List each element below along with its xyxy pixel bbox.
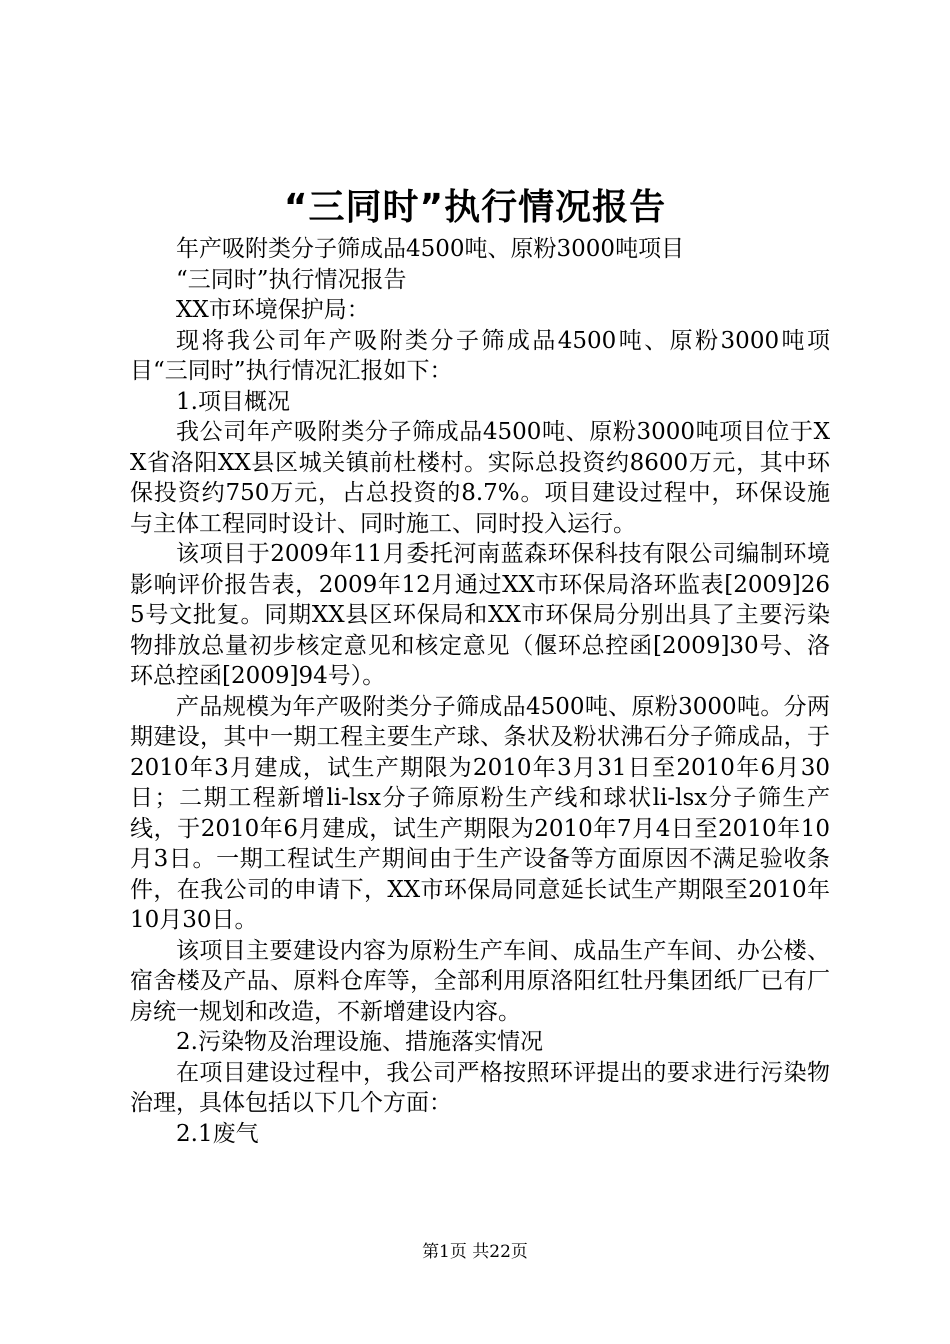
paragraph-content: 该项目主要建设内容为原粉生产车间、成品生产车间、办公楼、宿舍楼及产品、原料仓库等，全部利用原洛阳红牡丹集团纸厂已有厂房统一规划和改造，不新增建设内容。 [130,937,830,1025]
paragraph-pollution: 在项目建设过程中，我公司严格按照环评提出的要求进行污染物治理，具体包括以下几个方面： [130,1059,830,1116]
document-body [130,234,830,1149]
report-name-line: “三同时”执行情况报告 [176,266,407,293]
paragraph-eia: 该项目于2009年11月委托河南蓝森环保科技有限公司编制环境影响评价报告表，2009年12月通过XX市环保局洛环监表[2009]265号文批复。同期XX县区环保局和XX市环保局分别出具了主要污染物排放总量初步核定意见和核定意见（偃环总控函[2009]30号、洛环总控函[2009]94号）。 [130,541,830,689]
document-title: “三同时”执行情况报告 [283,187,667,228]
paragraph-scale: 产品规模为年产吸附类分子筛成品4500吨、原粉3000吨。分两期建设，其中一期工程主要生产球、条状及粉状沸石分子筛成品，于2010年3月建成，试生产期限为2010年3月31日至2010年6月30日；二期工程新增li-lsx分子筛原粉生产线和球状li-lsx分子筛生产线，于2010年6月建成，试生产期限为2010年7月4日至2010年10月3日。一期工程试生产期间由于生产设备等方面原因不满足验收条件，在我公司的申请下，XX市环保局同意延长试生产期限至2010年10月30日。 [130,693,830,933]
paragraph-overview: 我公司年产吸附类分子筛成品4500吨、原粉3000吨项目位于XX省洛阳XX县区城关镇前杜楼村。实际总投资约8600万元，其中环保投资约750万元，占总投资的8.7%。项目建设过程中，环保设施与主体工程同时设计、同时施工、同时投入运行。 [130,419,830,537]
page-footer: 第1页 共22页 [422,1242,528,1262]
section-heading-2: 2.污染物及治理设施、措施落实情况 [176,1029,543,1055]
subsection-heading-2-1: 2.1废气 [176,1120,259,1147]
project-name-line: 年产吸附类分子筛成品4500吨、原粉3000吨项目 [176,236,685,262]
addressee: XX市环境保护局： [176,297,370,323]
section-heading-1: 1.项目概况 [176,388,290,415]
intro-paragraph: 现将我公司年产吸附类分子筛成品4500吨、原粉3000吨项目“三同时”执行情况汇报如下： [130,327,830,384]
